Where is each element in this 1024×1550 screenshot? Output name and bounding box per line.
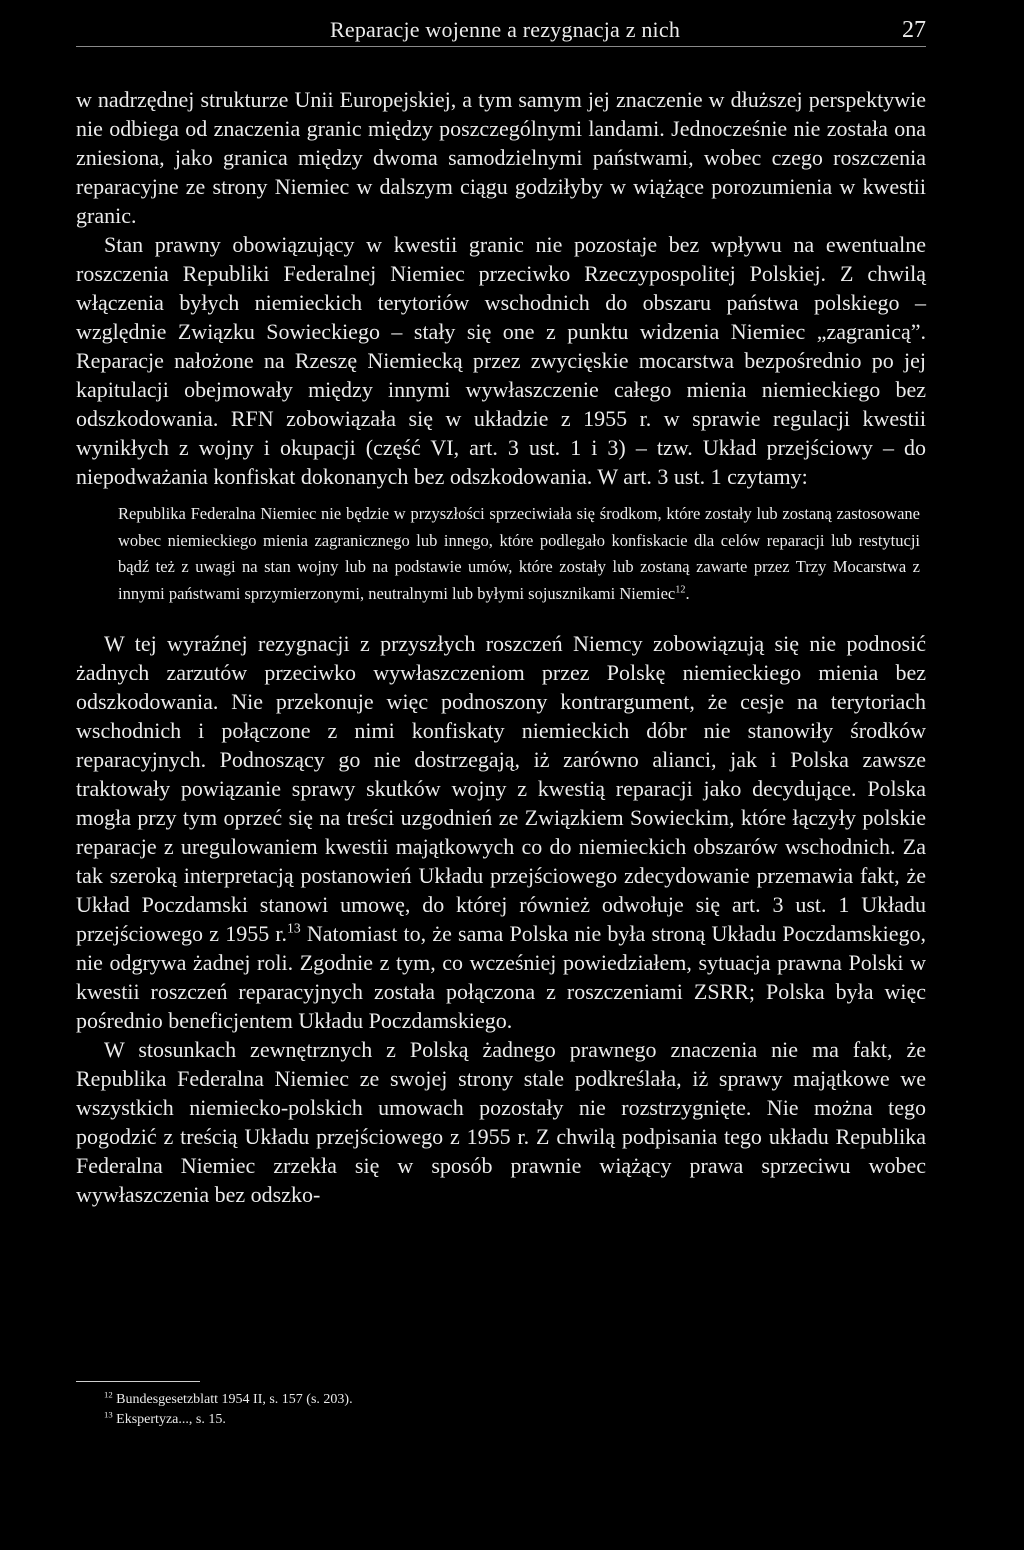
page-number: 27	[902, 17, 926, 43]
paragraph-1: w nadrzędnej strukturze Unii Europejskiej, a tym samym jej znaczenie w dłuższej perspektywie nie odbiega od znaczenia granic między poszczególnymi landami. Jednocześnie nie została ona zniesiona, jako granica między dwoma samodzielnymi państwami, wobec czego roszczenia reparacyjne ze strony Niemiec w dalszym ciągu godziłyby w wiążące porozumienia w kwestii granic.	[76, 87, 926, 228]
paragraph-3	[76, 629, 926, 1035]
running-title: Reparacje wojenne a rezygnacja z nich	[330, 17, 681, 42]
main-text	[76, 85, 926, 1209]
footnote-number: 13	[104, 1409, 113, 1420]
footnotes	[104, 1390, 353, 1430]
paragraph-4: W stosunkach zewnętrznych z Polską żadnego prawnego znaczenia nie ma fakt, że Republika Federalna Niemiec ze swojej strony stale podkreślała, iż sprawy majątkowe we wszystkich niemiecko-polskich umowach pozostały nie rozstrzygnięte. Nie można tego pogodzić z treścią Układu przejściowego z 1955 r. Z chwilą podpisania tego układu Republika Federalna Niemiec zrzekła się w sposób prawnie wiążący prawa sprzeciwu wobec wywłaszczenia bez odszko-	[76, 1037, 926, 1207]
footnote-text: Bundesgesetzblatt 1954 II, s. 157 (s. 203).	[116, 1392, 353, 1407]
footnote-13	[104, 1410, 353, 1430]
running-header	[76, 14, 926, 47]
footnote-ref-12[interactable]: 12	[675, 584, 686, 595]
footnote-text: Ekspertyza..., s. 15.	[116, 1412, 226, 1427]
footnote-divider	[76, 1381, 200, 1382]
paragraph-3-rest: Natomiast to, że sama Polska nie była stroną Układu Poczdamskiego, nie odgrywa żadnej roli. Zgodnie z tym, co wcześniej powiedziałem, sytuacja prawna Polski w kwestii roszczeń reparacyjnych została połączona z roszczeniami ZSRR; Polska była więc pośrednio beneficjentem Układu Poczdamskiego.	[76, 921, 927, 1033]
footnote-ref-13[interactable]: 13	[287, 920, 301, 936]
paragraph-2: Stan prawny obowiązujący w kwestii granic nie pozostaje bez wpływu na ewentualne roszczenia Republiki Federalnej Niemiec przeciwko Rzeczypospolitej Polskiej. Z chwilą włączenia byłych niemieckich terytoriów wschodnich do obszaru państwa polskiego – względnie Związku Sowieckiego – stały się one z punktu widzenia Niemiec „zagranicą”. Reparacje nałożone na Rzeszę Niemiecką przez zwycięskie mocarstwa bezpośrednio po jej kapitulacji obejmowały między innymi wywłaszczenie całego mienia niemieckiego bez odszkodowania. RFN zobowiązała się w układzie z 1955 r. w sprawie regulacji kwestii wynikłych z wojny i okupacji (część VI, art. 3 ust. 1 i 3) – tzw. Układ przejściowy – do niepodważania konfiskat dokonanych bez odszkodowania. W art. 3 ust. 1 czytamy:	[76, 232, 926, 489]
block-quote: Republika Federalna Niemiec nie będzie w przyszłości sprzeciwiała się środkom, które zostały lub zostaną zastosowane wobec niemieckiego mienia zagranicznego lub innego, które podlegało konfiskacie dla celów reparacji lub restytucji bądź też z uwagi na stan wojny lub na podstawie umów, które zostały lub zostaną zawarte przez Trzy Mocarstwa z innymi państwami sprzymierzonymi, neutralnymi lub byłymi sojusznikami Niemiec$^{12}$.	[118, 504, 920, 603]
paragraph-3-text: W tej wyraźnej rezygnacji z przyszłych roszczeń Niemcy zobowiązują się nie podnosić żadnych zarzutów przeciwko wywłaszczeniom przez Polskę niemieckiego mienia bez odszkodowania. Nie przekonuje więc podnoszony kontrargument, że cesje na terytoriach wschodnich i połączone z nimi konfiskaty niemieckich dóbr nie stanowiły środków reparacyjnych. Podnoszący go nie dostrzegają, iż zarówno alianci, jak i Polska zawsze traktowały powiązanie sprawy skutków wojny z kwestią reparacji jako decydujące. Polska mogła przy tym oprzeć się na treści uzgodnień ze Związkiem Sowieckim, które łączyły polskie reparacje z uregulowaniem kwestii majątkowych co do niemieckich obszarów wschodnich. Za tak szeroką interpretacją postanowień Układu przejściowego zdecydowanie przemawia fakt, że Układ Poczdamski stanowi umowę, do której również odwołuje się art. 3 ust. 1 Układu przejściowego z 1955 r.	[76, 631, 926, 946]
footnote-12	[104, 1390, 353, 1410]
footnote-number: 12	[104, 1389, 113, 1400]
quote-text: Republika Federalna Niemiec nie będzie w przyszłości sprzeciwiała się środkom, które zostały lub zostaną zastosowane wobec niemieckiego mienia zagranicznego lub innego, które podlegało konfiskacie dla celów reparacji lub restytucji bądź też z uwagi na stan wojny lub na podstawie umów, które zostały lub zostaną zawarte przez Trzy Mocarstwa z innymi państwami sprzymierzonymi, neutralnymi lub byłymi sojusznikami Niemiec	[118, 504, 920, 603]
